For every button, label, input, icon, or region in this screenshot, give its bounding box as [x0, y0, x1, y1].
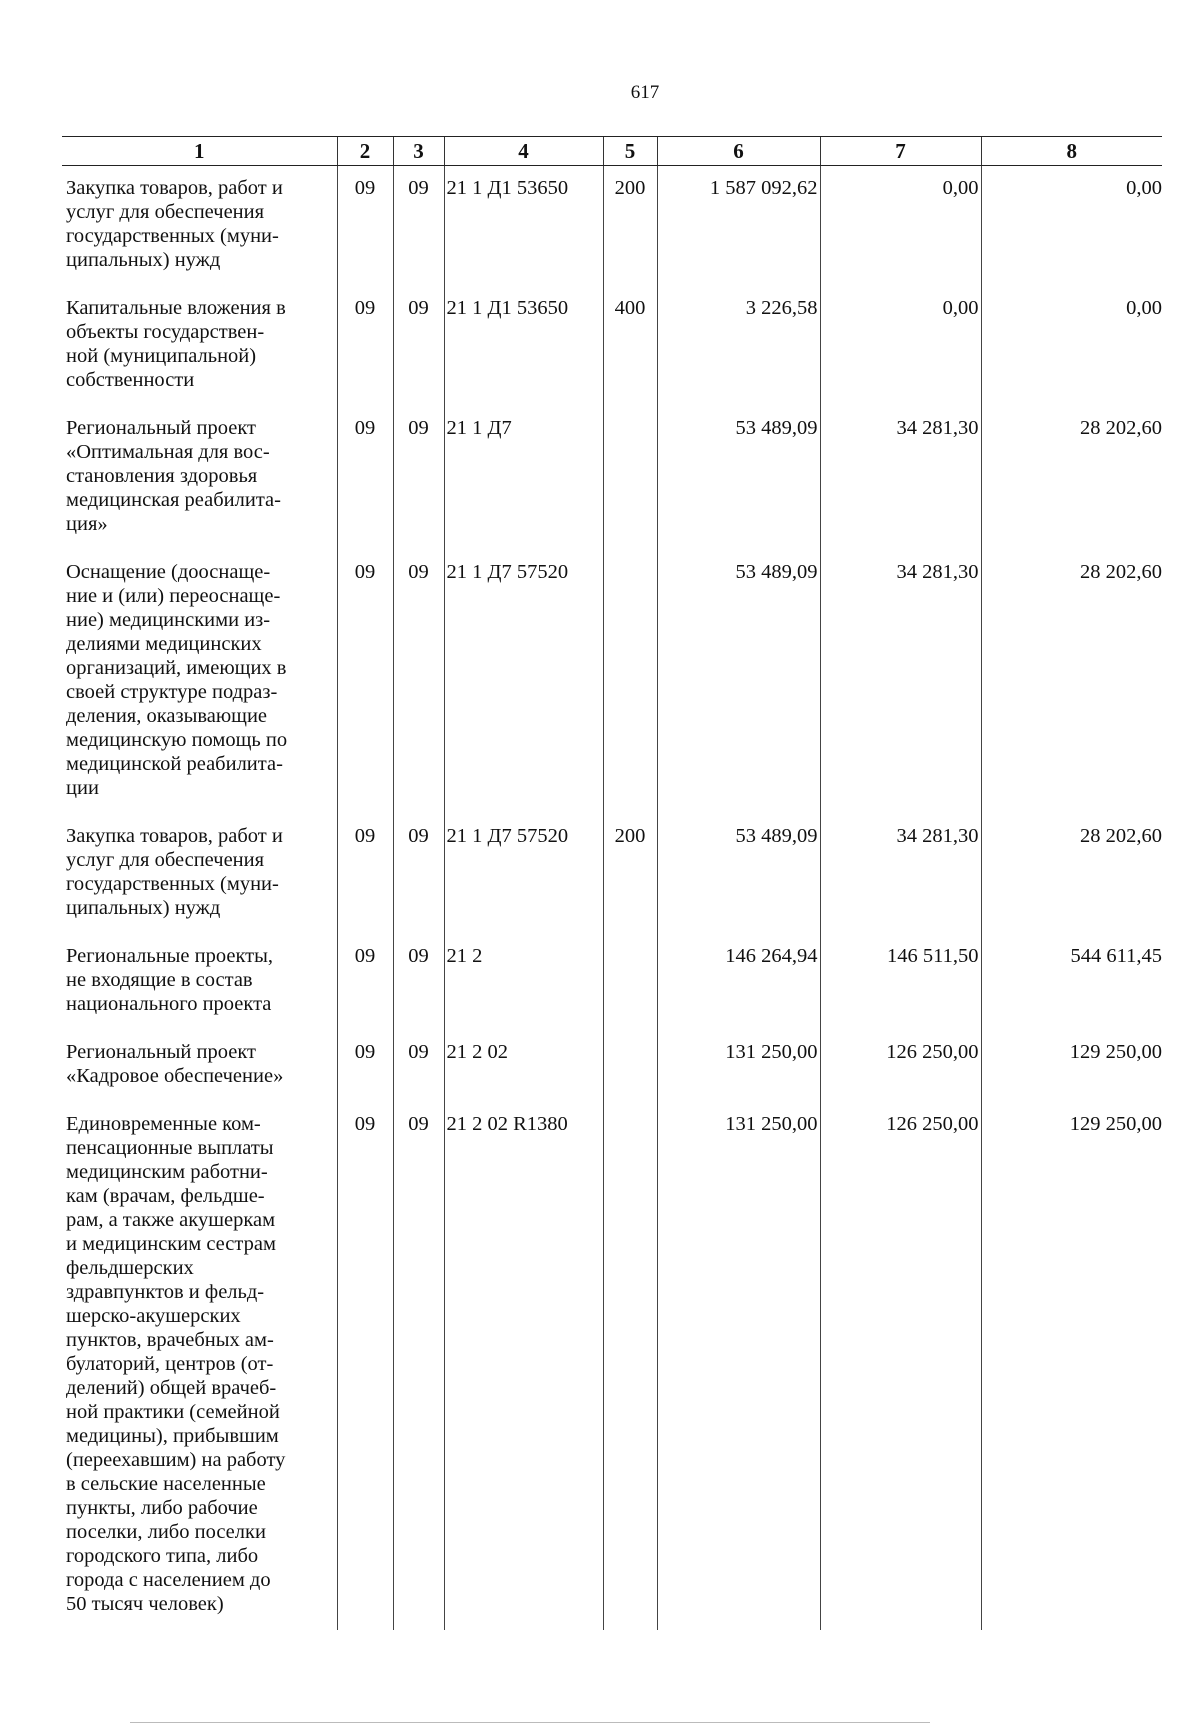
amount-col-6: 53 489,09 — [657, 814, 820, 934]
expense-type-code: 200 — [603, 166, 657, 287]
table-row — [62, 814, 1162, 934]
column-header: 6 — [657, 137, 820, 166]
amount-col-8: 129 250,00 — [981, 1102, 1162, 1630]
column-header: 2 — [337, 137, 393, 166]
subsection-code: 09 — [393, 814, 444, 934]
column-header: 5 — [603, 137, 657, 166]
expense-type-code — [603, 934, 657, 1030]
row-name: Закупка товаров, работ и услуг для обеспечения государственных (муни- ципальных) нужд — [66, 177, 283, 271]
target-article-code: 21 2 02 — [444, 1030, 603, 1102]
section-code: 09 — [337, 1030, 393, 1102]
row-name: Оснащение (дооснаще- ние и (или) переоснаще- ние) медицинскими из- делиями медицинских организаций, имеющих в своей структуре подраз- деления, оказывающие медицинскую помощь по медицинской реабилита- ции — [66, 561, 288, 799]
page-number: 617 — [630, 82, 660, 103]
target-article-code: 21 1 Д1 53650 — [444, 166, 603, 287]
amount-col-7: 146 511,50 — [820, 934, 981, 1030]
expense-type-code — [603, 1102, 657, 1630]
amount-col-6: 53 489,09 — [657, 550, 820, 814]
row-name: Региональный проект «Кадровое обеспечение» — [66, 1041, 284, 1087]
target-article-code: 21 2 02 R1380 — [444, 1102, 603, 1630]
amount-col-7: 0,00 — [820, 166, 981, 287]
column-header: 1 — [62, 137, 337, 166]
column-header: 3 — [393, 137, 444, 166]
table-row — [62, 1102, 1162, 1630]
amount-col-7: 34 281,30 — [820, 406, 981, 550]
table-row — [62, 166, 1162, 287]
amount-col-7: 34 281,30 — [820, 550, 981, 814]
subsection-code: 09 — [393, 166, 444, 287]
amount-col-6: 53 489,09 — [657, 406, 820, 550]
budget-table-container — [62, 136, 1162, 1630]
amount-col-6: 1 587 092,62 — [657, 166, 820, 287]
subsection-code: 09 — [393, 1102, 444, 1630]
subsection-code: 09 — [393, 286, 444, 406]
target-article-code: 21 1 Д1 53650 — [444, 286, 603, 406]
amount-col-6: 146 264,94 — [657, 934, 820, 1030]
amount-col-8: 0,00 — [981, 286, 1162, 406]
expense-type-code — [603, 1030, 657, 1102]
section-code: 09 — [337, 406, 393, 550]
expense-type-code — [603, 550, 657, 814]
row-name: Региональный проект «Оптимальная для вос- становления здоровья медицинская реабилита- ция» — [66, 417, 281, 535]
expense-type-code — [603, 406, 657, 550]
amount-col-6: 131 250,00 — [657, 1102, 820, 1630]
amount-col-7: 34 281,30 — [820, 814, 981, 934]
amount-col-7: 126 250,00 — [820, 1102, 981, 1630]
header-row — [62, 137, 1162, 166]
section-code: 09 — [337, 814, 393, 934]
amount-col-8: 0,00 — [981, 166, 1162, 287]
table-row — [62, 934, 1162, 1030]
amount-col-8: 129 250,00 — [981, 1030, 1162, 1102]
section-code: 09 — [337, 934, 393, 1030]
row-name: Закупка товаров, работ и услуг для обеспечения государственных (муни- ципальных) нужд — [66, 825, 283, 919]
column-header: 7 — [820, 137, 981, 166]
amount-col-7: 0,00 — [820, 286, 981, 406]
subsection-code: 09 — [393, 1030, 444, 1102]
amount-col-8: 28 202,60 — [981, 406, 1162, 550]
row-name: Капитальные вложения в объекты государствен- ной (муниципальной) собственности — [66, 297, 286, 391]
subsection-code: 09 — [393, 934, 444, 1030]
table-row — [62, 1030, 1162, 1102]
amount-col-8: 544 611,45 — [981, 934, 1162, 1030]
subsection-code: 09 — [393, 550, 444, 814]
section-code: 09 — [337, 286, 393, 406]
expense-type-code: 400 — [603, 286, 657, 406]
amount-col-8: 28 202,60 — [981, 814, 1162, 934]
target-article-code: 21 1 Д7 57520 — [444, 814, 603, 934]
target-article-code: 21 1 Д7 57520 — [444, 550, 603, 814]
section-code: 09 — [337, 166, 393, 287]
target-article-code: 21 1 Д7 — [444, 406, 603, 550]
table-row — [62, 286, 1162, 406]
amount-col-6: 131 250,00 — [657, 1030, 820, 1102]
table-row — [62, 406, 1162, 550]
budget-table — [62, 136, 1162, 1630]
column-header: 8 — [981, 137, 1162, 166]
row-name: Единовременные ком- пенсационные выплаты медицинским работни- кам (врачам, фельдше- рам, а также акушеркам и медицинским сестрам фельдшерских здравпунктов и фельд- шерско-акушерских пунктов, врачебных ам- булаторий, центров (от- делений) общей врачеб- ной практики (семейной медицины), прибывшим (переехавшим) на работу в сельские населенные пункты, либо рабочие поселки, либо поселки городского типа, либо города с населением до 50 тысяч человек) — [66, 1113, 286, 1615]
section-code: 09 — [337, 550, 393, 814]
section-code: 09 — [337, 1102, 393, 1630]
scan-edge-line — [130, 1722, 930, 1723]
subsection-code: 09 — [393, 406, 444, 550]
amount-col-8: 28 202,60 — [981, 550, 1162, 814]
column-header: 4 — [444, 137, 603, 166]
table-row — [62, 550, 1162, 814]
target-article-code: 21 2 — [444, 934, 603, 1030]
row-name: Региональные проекты, не входящие в состав национального проекта — [66, 945, 274, 1015]
amount-col-6: 3 226,58 — [657, 286, 820, 406]
expense-type-code: 200 — [603, 814, 657, 934]
amount-col-7: 126 250,00 — [820, 1030, 981, 1102]
